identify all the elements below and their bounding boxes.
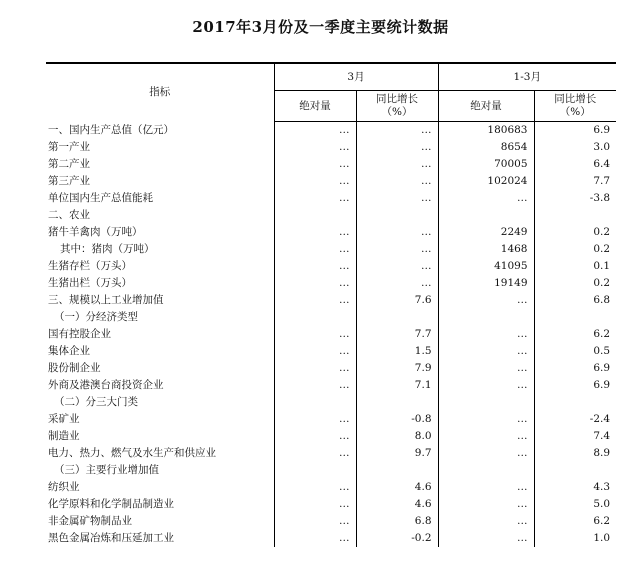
month-absolute-cell	[274, 394, 356, 411]
ytd-absolute-cell: 70005	[438, 156, 534, 173]
row-indicator-label: 集体企业	[48, 345, 90, 357]
table-row	[46, 190, 616, 207]
ytd-absolute-cell: 41095	[438, 258, 534, 275]
ytd-yoy-cell: 6.2	[534, 326, 616, 343]
month-absolute-cell: …	[274, 377, 356, 394]
month-yoy-cell: 7.7	[356, 326, 438, 343]
ytd-yoy-cell: 1.0	[534, 530, 616, 547]
month-absolute-cell: …	[274, 292, 356, 309]
ytd-absolute-cell: …	[438, 360, 534, 377]
ytd-yoy-cell: 7.4	[534, 428, 616, 445]
ytd-yoy-cell: 0.2	[534, 241, 616, 258]
table-row	[46, 139, 616, 156]
month-yoy-cell: 8.0	[356, 428, 438, 445]
ytd-absolute-cell: …	[438, 377, 534, 394]
month-absolute-cell: …	[274, 411, 356, 428]
table-row	[46, 445, 616, 462]
ytd-absolute-cell	[438, 394, 534, 411]
table-row	[46, 462, 616, 479]
ytd-absolute-cell: 19149	[438, 275, 534, 292]
month-absolute-cell: …	[274, 139, 356, 156]
ytd-yoy-cell: 8.9	[534, 445, 616, 462]
row-indicator-label: 外商及港澳台商投资企业	[48, 379, 164, 391]
table-row	[46, 479, 616, 496]
ytd-absolute-cell: 1468	[438, 241, 534, 258]
ytd-absolute-cell: …	[438, 479, 534, 496]
ytd-yoy-cell: -2.4	[534, 411, 616, 428]
ytd-absolute-cell: 180683	[438, 122, 534, 140]
table-row	[46, 411, 616, 428]
ytd-yoy-cell: 6.2	[534, 513, 616, 530]
table-row	[46, 428, 616, 445]
month-yoy-cell: …	[356, 258, 438, 275]
table-row	[46, 292, 616, 309]
row-indicator-label: 股份制企业	[48, 362, 101, 374]
month-absolute-cell: …	[274, 258, 356, 275]
month-absolute-cell: …	[274, 428, 356, 445]
ytd-yoy-cell: 0.2	[534, 275, 616, 292]
header-month-yoy-unit: （%）	[381, 106, 413, 118]
month-absolute-cell	[274, 309, 356, 326]
row-indicator-label: 第二产业	[48, 158, 90, 170]
ytd-absolute-cell: …	[438, 411, 534, 428]
header-month-yoy	[356, 91, 438, 122]
ytd-absolute-cell: …	[438, 326, 534, 343]
row-indicator-label: 生猪存栏（万头）	[48, 260, 132, 272]
row-indicator-label: 其中：猪肉（万吨）	[60, 243, 155, 255]
header-month-absolute: 绝对量	[274, 91, 356, 122]
header-indicator: 指标	[46, 63, 274, 122]
header-month-group: 3月	[274, 63, 438, 91]
ytd-absolute-cell: …	[438, 445, 534, 462]
row-indicator-label: 非金属矿物制品业	[48, 515, 132, 527]
month-absolute-cell	[274, 462, 356, 479]
header-ytd-yoy-unit: （%）	[559, 106, 591, 118]
table-row	[46, 173, 616, 190]
table-row	[46, 530, 616, 547]
ytd-absolute-cell: …	[438, 513, 534, 530]
ytd-absolute-cell	[438, 462, 534, 479]
header-ytd-yoy	[534, 91, 616, 122]
table-row	[46, 122, 616, 140]
table-row	[46, 496, 616, 513]
header-month-yoy-label: 同比增长	[376, 93, 418, 105]
ytd-absolute-cell: 8654	[438, 139, 534, 156]
table-row	[46, 309, 616, 326]
month-yoy-cell: 7.6	[356, 292, 438, 309]
ytd-absolute-cell	[438, 207, 534, 224]
header-ytd-group: 1-3月	[438, 63, 616, 91]
ytd-yoy-cell	[534, 462, 616, 479]
table-body	[46, 122, 616, 548]
row-indicator-label: 第三产业	[48, 175, 90, 187]
month-absolute-cell: …	[274, 343, 356, 360]
row-indicator-label: 三、规模以上工业增加值	[48, 294, 164, 306]
table-row	[46, 207, 616, 224]
ytd-yoy-cell: -3.8	[534, 190, 616, 207]
month-absolute-cell	[274, 207, 356, 224]
row-indicator-label: 黑色金属冶炼和压延加工业	[48, 532, 174, 544]
ytd-absolute-cell: …	[438, 190, 534, 207]
month-yoy-cell	[356, 394, 438, 411]
month-yoy-cell: …	[356, 122, 438, 140]
month-absolute-cell: …	[274, 156, 356, 173]
ytd-absolute-cell	[438, 309, 534, 326]
month-absolute-cell: …	[274, 190, 356, 207]
ytd-absolute-cell: …	[438, 496, 534, 513]
row-indicator-label: 生猪出栏（万头）	[48, 277, 132, 289]
table-row	[46, 241, 616, 258]
month-yoy-cell: …	[356, 241, 438, 258]
month-absolute-cell: …	[274, 122, 356, 140]
row-indicator-label: （一）分经济类型	[54, 311, 138, 323]
month-absolute-cell: …	[274, 173, 356, 190]
month-absolute-cell: …	[274, 479, 356, 496]
header-ytd-absolute: 绝对量	[438, 91, 534, 122]
table-row	[46, 513, 616, 530]
ytd-yoy-cell: 7.7	[534, 173, 616, 190]
table-row	[46, 377, 616, 394]
month-yoy-cell: …	[356, 173, 438, 190]
month-absolute-cell: …	[274, 496, 356, 513]
ytd-yoy-cell: 6.9	[534, 377, 616, 394]
table-row	[46, 275, 616, 292]
ytd-yoy-cell: 6.4	[534, 156, 616, 173]
month-yoy-cell: -0.2	[356, 530, 438, 547]
row-indicator-label: 国有控股企业	[48, 328, 111, 340]
row-indicator-label: 二、农业	[48, 209, 90, 221]
ytd-yoy-cell: 3.0	[534, 139, 616, 156]
table-row	[46, 156, 616, 173]
month-yoy-cell: …	[356, 224, 438, 241]
statistics-table	[46, 62, 616, 547]
ytd-yoy-cell: 0.5	[534, 343, 616, 360]
month-yoy-cell: …	[356, 275, 438, 292]
table-row	[46, 360, 616, 377]
month-yoy-cell: …	[356, 139, 438, 156]
row-indicator-label: 纺织业	[48, 481, 80, 493]
month-yoy-cell: 7.9	[356, 360, 438, 377]
ytd-absolute-cell: …	[438, 428, 534, 445]
month-yoy-cell: 6.8	[356, 513, 438, 530]
ytd-absolute-cell: …	[438, 292, 534, 309]
ytd-yoy-cell	[534, 309, 616, 326]
row-indicator-label: 电力、热力、燃气及水生产和供应业	[48, 447, 216, 459]
row-indicator-label: 化学原料和化学制品制造业	[48, 498, 174, 510]
month-yoy-cell: 4.6	[356, 479, 438, 496]
row-indicator-label: （三）主要行业增加值	[54, 464, 159, 476]
month-absolute-cell: …	[274, 445, 356, 462]
ytd-yoy-cell: 0.2	[534, 224, 616, 241]
month-yoy-cell	[356, 309, 438, 326]
month-yoy-cell: 4.6	[356, 496, 438, 513]
ytd-absolute-cell: 102024	[438, 173, 534, 190]
ytd-absolute-cell: …	[438, 343, 534, 360]
month-yoy-cell	[356, 207, 438, 224]
ytd-yoy-cell: 0.1	[534, 258, 616, 275]
month-absolute-cell: …	[274, 513, 356, 530]
table-row	[46, 326, 616, 343]
ytd-yoy-cell: 5.0	[534, 496, 616, 513]
row-indicator-label: 第一产业	[48, 141, 90, 153]
row-indicator-label: 采矿业	[48, 413, 80, 425]
month-yoy-cell: 1.5	[356, 343, 438, 360]
ytd-absolute-cell: …	[438, 530, 534, 547]
month-absolute-cell: …	[274, 224, 356, 241]
row-indicator-label: 制造业	[48, 430, 80, 442]
month-absolute-cell: …	[274, 530, 356, 547]
table-row	[46, 224, 616, 241]
table-row	[46, 394, 616, 411]
month-yoy-cell	[356, 462, 438, 479]
ytd-yoy-cell	[534, 394, 616, 411]
row-indicator-label: （二）分三大门类	[54, 396, 138, 408]
month-yoy-cell: …	[356, 190, 438, 207]
header-ytd-yoy-label: 同比增长	[554, 93, 597, 105]
ytd-yoy-cell: 6.8	[534, 292, 616, 309]
ytd-yoy-cell: 6.9	[534, 360, 616, 377]
ytd-absolute-cell: 2249	[438, 224, 534, 241]
table-row	[46, 343, 616, 360]
month-yoy-cell: -0.8	[356, 411, 438, 428]
month-yoy-cell: …	[356, 156, 438, 173]
ytd-yoy-cell	[534, 207, 616, 224]
table-row	[46, 258, 616, 275]
month-yoy-cell: 7.1	[356, 377, 438, 394]
month-absolute-cell: …	[274, 241, 356, 258]
month-absolute-cell: …	[274, 275, 356, 292]
ytd-yoy-cell: 6.9	[534, 122, 616, 140]
month-absolute-cell: …	[274, 326, 356, 343]
ytd-yoy-cell: 4.3	[534, 479, 616, 496]
row-indicator-label: 单位国内生产总值能耗	[48, 192, 153, 204]
document-title: 2017年3月份及一季度主要统计数据	[192, 18, 449, 36]
month-yoy-cell: 9.7	[356, 445, 438, 462]
month-absolute-cell: …	[274, 360, 356, 377]
row-indicator-label: 猪牛羊禽肉（万吨）	[48, 226, 143, 238]
row-indicator-label: 一、国内生产总值（亿元）	[48, 123, 174, 136]
